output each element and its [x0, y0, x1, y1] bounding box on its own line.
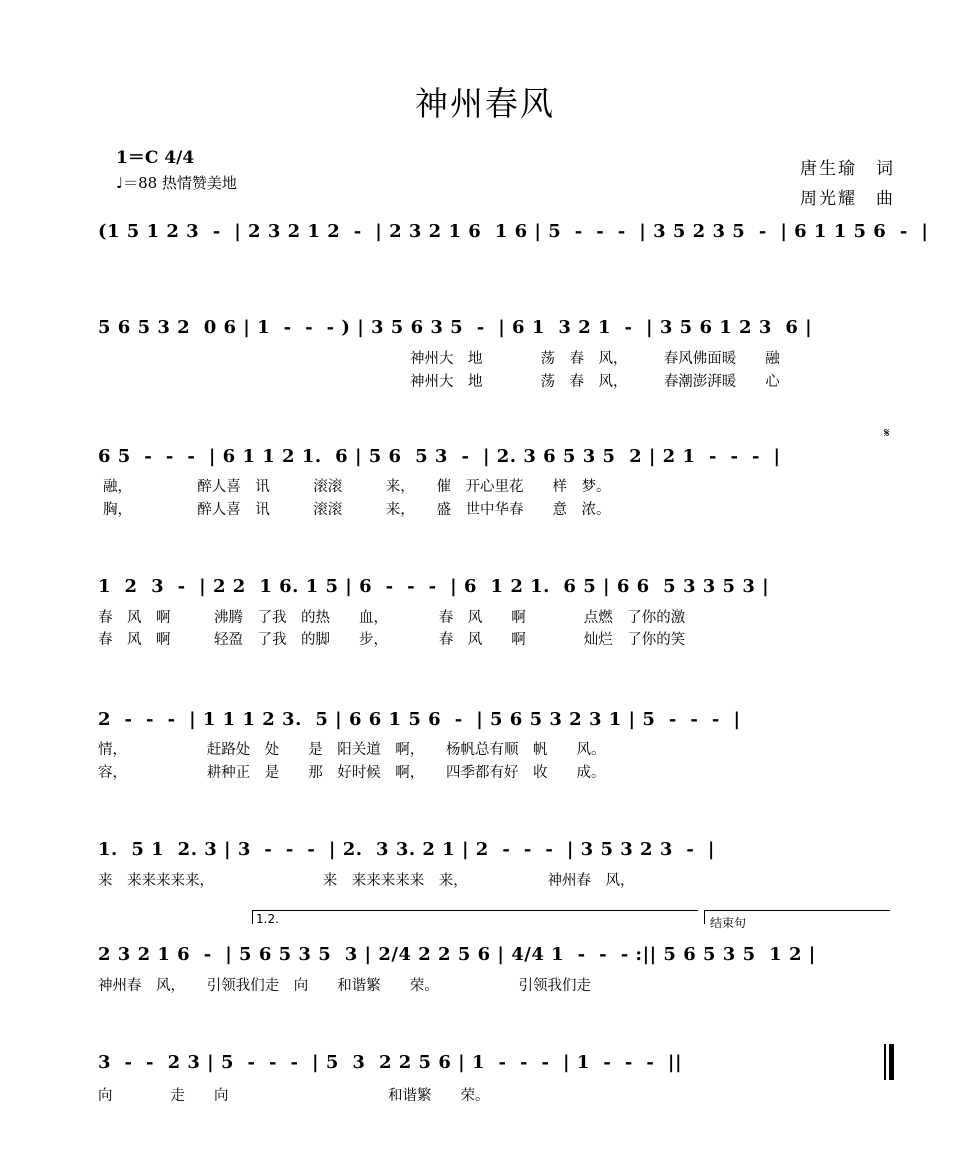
ending-bracket: [704, 910, 890, 911]
notation-row-3: 6 5 - - - | 6 1 1 2 1. 6 | 5 6 5 3 - | 2. 3 6 5 3 5 2 | 2 1 - - - |: [98, 446, 781, 467]
lyrics-row-3-verse-1: 融， 醉人喜 讯 滚滚 来， 催 开心里花 样 梦。: [103, 479, 611, 495]
final-barline-thin: [884, 1044, 886, 1080]
ending-bracket-start: [704, 910, 705, 924]
lyrics-row-4-verse-2: 春 风 啊 轻盈 了我 的脚 步， 春 风 啊 灿烂 了你的笑: [98, 632, 686, 648]
tempo-marking: ♩＝88 热情赞美地: [116, 174, 237, 192]
lyrics-row-5-verse-1: 情， 赶路处 处 是 阳关道 啊， 杨帆总有顺 帆 风。: [98, 742, 606, 758]
song-title: 神州春风: [415, 84, 555, 123]
composer-credit: 周光耀 曲: [800, 189, 895, 209]
notation-row-2: 5 6 5 3 2 0 6 | 1 - - - ) | 3 5 6 3 5 - | 6 1 3 2 1 - | 3 5 6 1 2 3 6 |: [98, 317, 813, 338]
ending-label: 结束句: [710, 916, 747, 930]
notation-row-5: 2 - - - | 1 1 1 2 3. 5 | 6 6 1 5 6 - | 5 6 5 3 2 3 1 | 5 - - - |: [98, 709, 741, 730]
lyrics-row-7: 神州春 风， 引领我们走 向 和谐繁 荣。 引领我们走: [98, 978, 591, 994]
final-barline-thick: [889, 1044, 894, 1080]
volta-bracket: [252, 910, 698, 911]
notation-row-6: 1. 5 1 2. 3 | 3 - - - | 2. 3 3. 2 1 | 2 - - - | 3 5 3 2 3 - |: [98, 839, 715, 860]
notation-row-7: 2 3 2 1 6 - | 5 6 5 3 5 3 | 2/4 2 2 5 6 | 4/4 1 - - - :|| 5 6 5 3 5 1 2 |: [98, 944, 816, 965]
notation-row-8: 3 - - 2 3 | 5 - - - | 5 3 2 2 5 6 | 1 - - - | 1 - - - ||: [98, 1052, 682, 1073]
key-signature: 1＝C 4/4: [116, 148, 195, 168]
volta-label: 1.2.: [256, 912, 279, 926]
volta-bracket-start: [252, 910, 253, 924]
lyrics-row-2-verse-1: 神州大 地 荡 春 风， 春风佛面暖 融: [410, 351, 780, 367]
lyrics-row-8: 向 走 向 和谐繁 荣。: [98, 1088, 490, 1104]
segno-sign: 𝄋: [884, 426, 890, 441]
notation-row-1: (1 5 1 2 3 - | 2 3 2 1 2 - | 2 3 2 1 6 1 6 | 5 - - - | 3 5 2 3 5 - | 6 1 1 5 6 - |: [98, 221, 929, 242]
lyrics-row-5-verse-2: 容， 耕种正 是 那 好时候 啊， 四季都有好 收 成。: [98, 765, 606, 781]
notation-row-4: 1 2 3 - | 2 2 1 6. 1 5 | 6 - - - | 6 1 2 1. 6 5 | 6 6 5 3 3 5 3 |: [98, 576, 770, 597]
lyricist-credit: 唐生瑜 词: [800, 159, 895, 179]
lyrics-row-2-verse-2: 神州大 地 荡 春 风， 春潮澎湃暖 心: [410, 374, 780, 390]
lyrics-row-4-verse-1: 春 风 啊 沸腾 了我 的热 血， 春 风 啊 点燃 了你的激: [98, 610, 686, 626]
lyrics-row-3-verse-2: 胸， 醉人喜 讯 滚滚 来， 盛 世中华春 意 浓。: [103, 502, 611, 518]
lyrics-row-6: 来 来来来来来， 来 来来来来来 来， 神州春 风，: [98, 873, 635, 889]
